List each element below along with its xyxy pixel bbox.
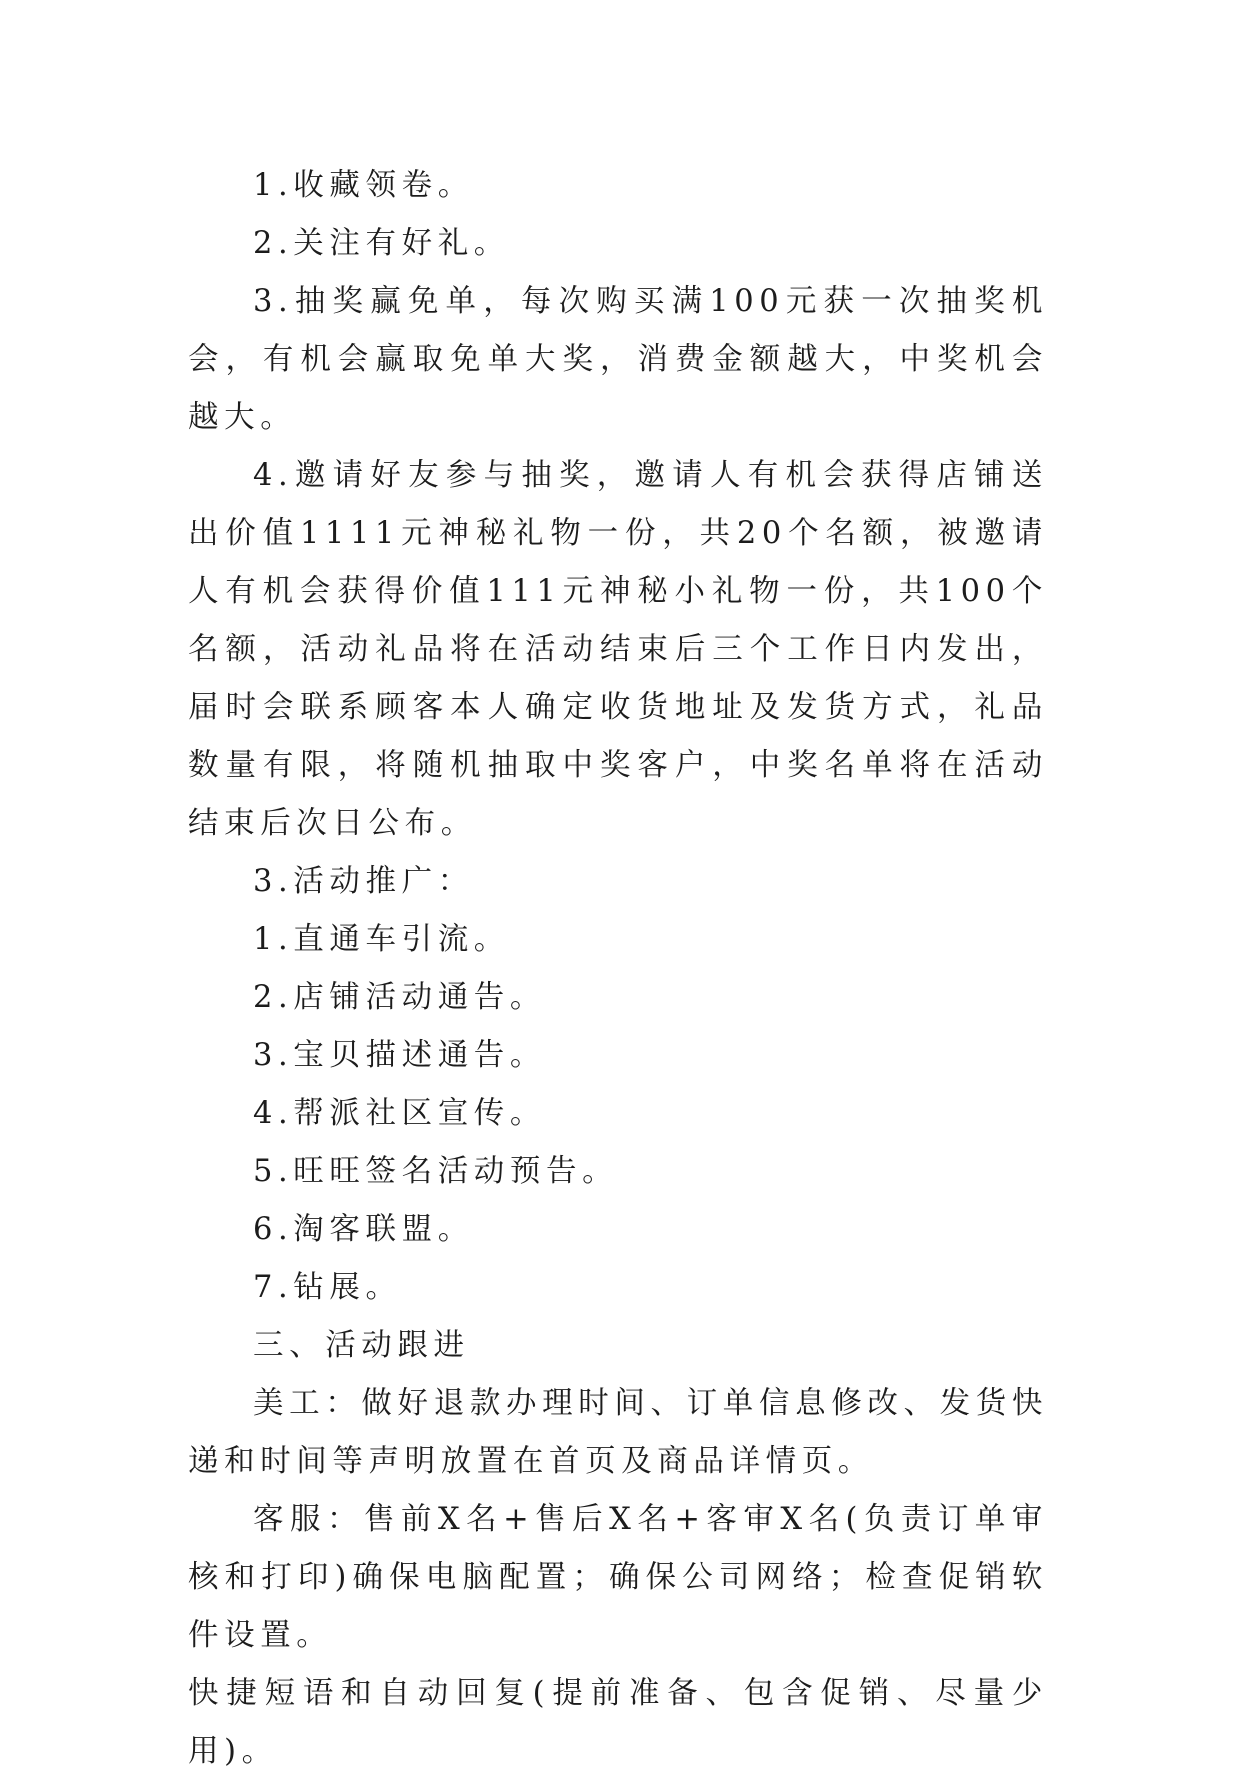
section-heading-follow-up: 三、活动跟进: [253, 1328, 470, 1363]
paragraph-invite-friends: 4.邀请好友参与抽奖，邀请人有机会获得店铺送出价值1111元神秘礼物一份，共20个名额，被邀请人有机会获得价值111元神秘小礼物一份，共100个名额，活动礼品将在活动结束后三个工作日内发出，届时会联系顾客本人确定收货地址及发货方式，礼品数量有限，将随机抽取中奖客户，中奖名单将在活动结束后次日公布。: [188, 458, 1048, 841]
paragraph-follow-gift: 2.关注有好礼。: [253, 226, 510, 261]
paragraph-diamond-booth: 7.钻展。: [253, 1270, 402, 1305]
paragraph-lottery-free-order: 3.抽奖赢免单，每次购买满100元获一次抽奖机会，有机会赢取免单大奖，消费金额越大，中奖机会越大。: [188, 284, 1048, 435]
paragraph-item-description-notice: 3.宝贝描述通告。: [253, 1038, 546, 1073]
paragraph-quick-replies: 快捷短语和自动回复(提前准备、包含促销、尽量少用)。: [188, 1676, 1048, 1769]
paragraph-customer-service: 客服：售前X名+售后X名+客审X名(负责订单审核和打印)确保电脑配置；确保公司网络；检查促销软件设置。: [188, 1502, 1048, 1653]
paragraph-community-promotion: 4.帮派社区宣传。: [253, 1096, 546, 1131]
paragraph-art-designer: 美工：做好退款办理时间、订单信息修改、发货快递和时间等声明放置在首页及商品详情页。: [188, 1386, 1048, 1479]
paragraph-wangwang-signature: 5.旺旺签名活动预告。: [253, 1154, 619, 1189]
document-body: [188, 157, 1048, 1781]
paragraph-promotion-heading: 3.活动推广：: [253, 864, 474, 899]
paragraph-store-notice: 2.店铺活动通告。: [253, 980, 546, 1015]
paragraph-collect-coupon: 1.收藏领卷。: [253, 168, 474, 203]
paragraph-through-train: 1.直通车引流。: [253, 922, 510, 957]
paragraph-taoke-alliance: 6.淘客联盟。: [253, 1212, 474, 1247]
